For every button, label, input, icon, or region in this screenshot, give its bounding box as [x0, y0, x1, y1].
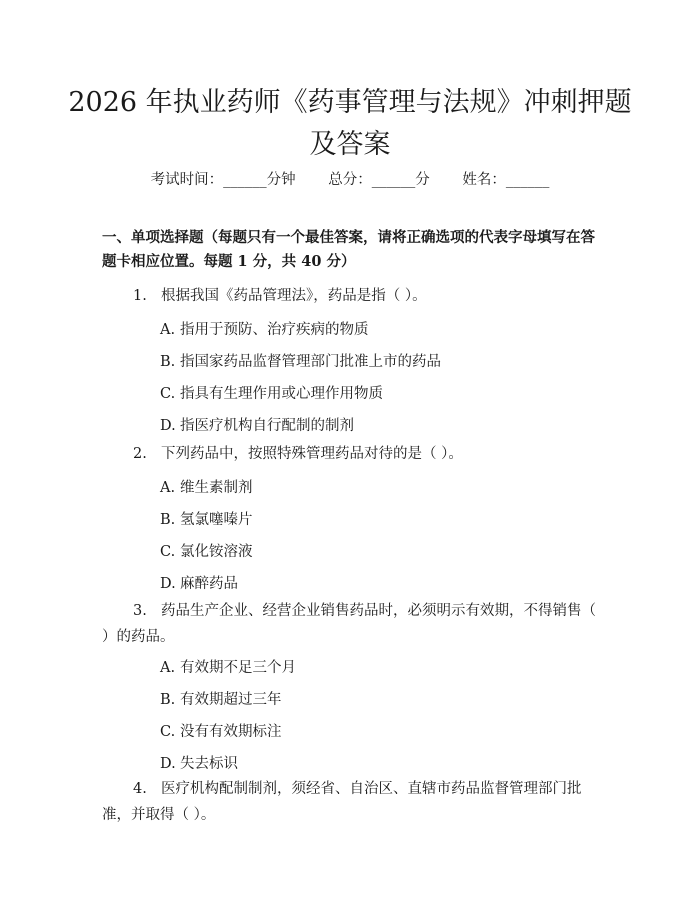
question-3-option-b: [160, 688, 282, 709]
question-text: 医疗机构配制制剂，须经省、自治区、直辖市药品监督管理部门批准，并取得（ ）。: [102, 781, 582, 823]
option-letter: A.: [160, 322, 176, 338]
document-title: 2026 年执业药师《药事管理与法规》冲刺押题及答案: [68, 87, 632, 160]
question-3-option-a: [160, 656, 296, 677]
option-letter: A.: [160, 480, 176, 496]
name-field: 姓名：______: [462, 172, 550, 188]
option-text: 指医疗机构自行配制的制剂: [180, 418, 354, 434]
question-2-option-b: [160, 508, 253, 529]
option-text: 有效期不足三个月: [180, 660, 296, 676]
option-text: 有效期超过三年: [180, 692, 282, 708]
exam-time-field: 考试时间：______分钟: [150, 172, 296, 188]
option-letter: C.: [160, 724, 176, 740]
question-number: 2.: [133, 446, 147, 462]
question-2-option-a: [160, 476, 253, 497]
section-header: 一、单项选择题（每题只有一个最佳答案，请将正确选项的代表字母填写在答题卡相应位置。每题 1 分，共 40 分）: [102, 229, 595, 270]
exam-info: [0, 168, 700, 189]
question-text: 下列药品中，按照特殊管理药品对待的是（ ）。: [161, 446, 463, 462]
option-text: 没有有效期标注: [180, 724, 282, 740]
question-1-option-d: [160, 414, 354, 435]
question-text: 药品生产企业、经营企业销售药品时，必须明示有效期，不得销售（ ）的药品。: [102, 603, 596, 645]
question-number: 3.: [133, 603, 147, 619]
question-2: [133, 441, 463, 467]
question-3-option-d: [160, 752, 238, 773]
option-text: 维生素制剂: [180, 480, 253, 496]
question-2-option-d: [160, 572, 238, 593]
option-letter: B.: [160, 512, 176, 528]
total-score-field: 总分：______分: [328, 172, 430, 188]
option-text: 失去标识: [180, 756, 238, 772]
question-3: [102, 598, 598, 650]
option-text: 氯化铵溶液: [180, 544, 253, 560]
option-letter: D.: [160, 756, 176, 772]
option-text: 麻醉药品: [180, 576, 238, 592]
question-number: 4.: [133, 781, 147, 797]
option-letter: D.: [160, 418, 176, 434]
option-letter: B.: [160, 692, 176, 708]
question-1-option-a: [160, 318, 369, 339]
option-letter: B.: [160, 354, 176, 370]
question-text: 根据我国《药品管理法》，药品是指（ ）。: [161, 288, 427, 304]
option-letter: C.: [160, 544, 176, 560]
question-2-option-c: [160, 540, 253, 561]
question-3-option-c: [160, 720, 282, 741]
option-text: 指具有生理作用或心理作用物质: [180, 386, 383, 402]
option-text: 氢氯噻嗪片: [180, 512, 253, 528]
option-letter: A.: [160, 660, 176, 676]
option-letter: D.: [160, 576, 176, 592]
question-number: 1.: [133, 288, 147, 304]
question-1: [133, 283, 427, 309]
question-4: [102, 776, 598, 828]
question-1-option-c: [160, 382, 383, 403]
question-1-option-b: [160, 350, 441, 371]
option-text: 指国家药品监督管理部门批准上市的药品: [180, 354, 441, 370]
option-text: 指用于预防、治疗疾病的物质: [180, 322, 369, 338]
option-letter: C.: [160, 386, 176, 402]
